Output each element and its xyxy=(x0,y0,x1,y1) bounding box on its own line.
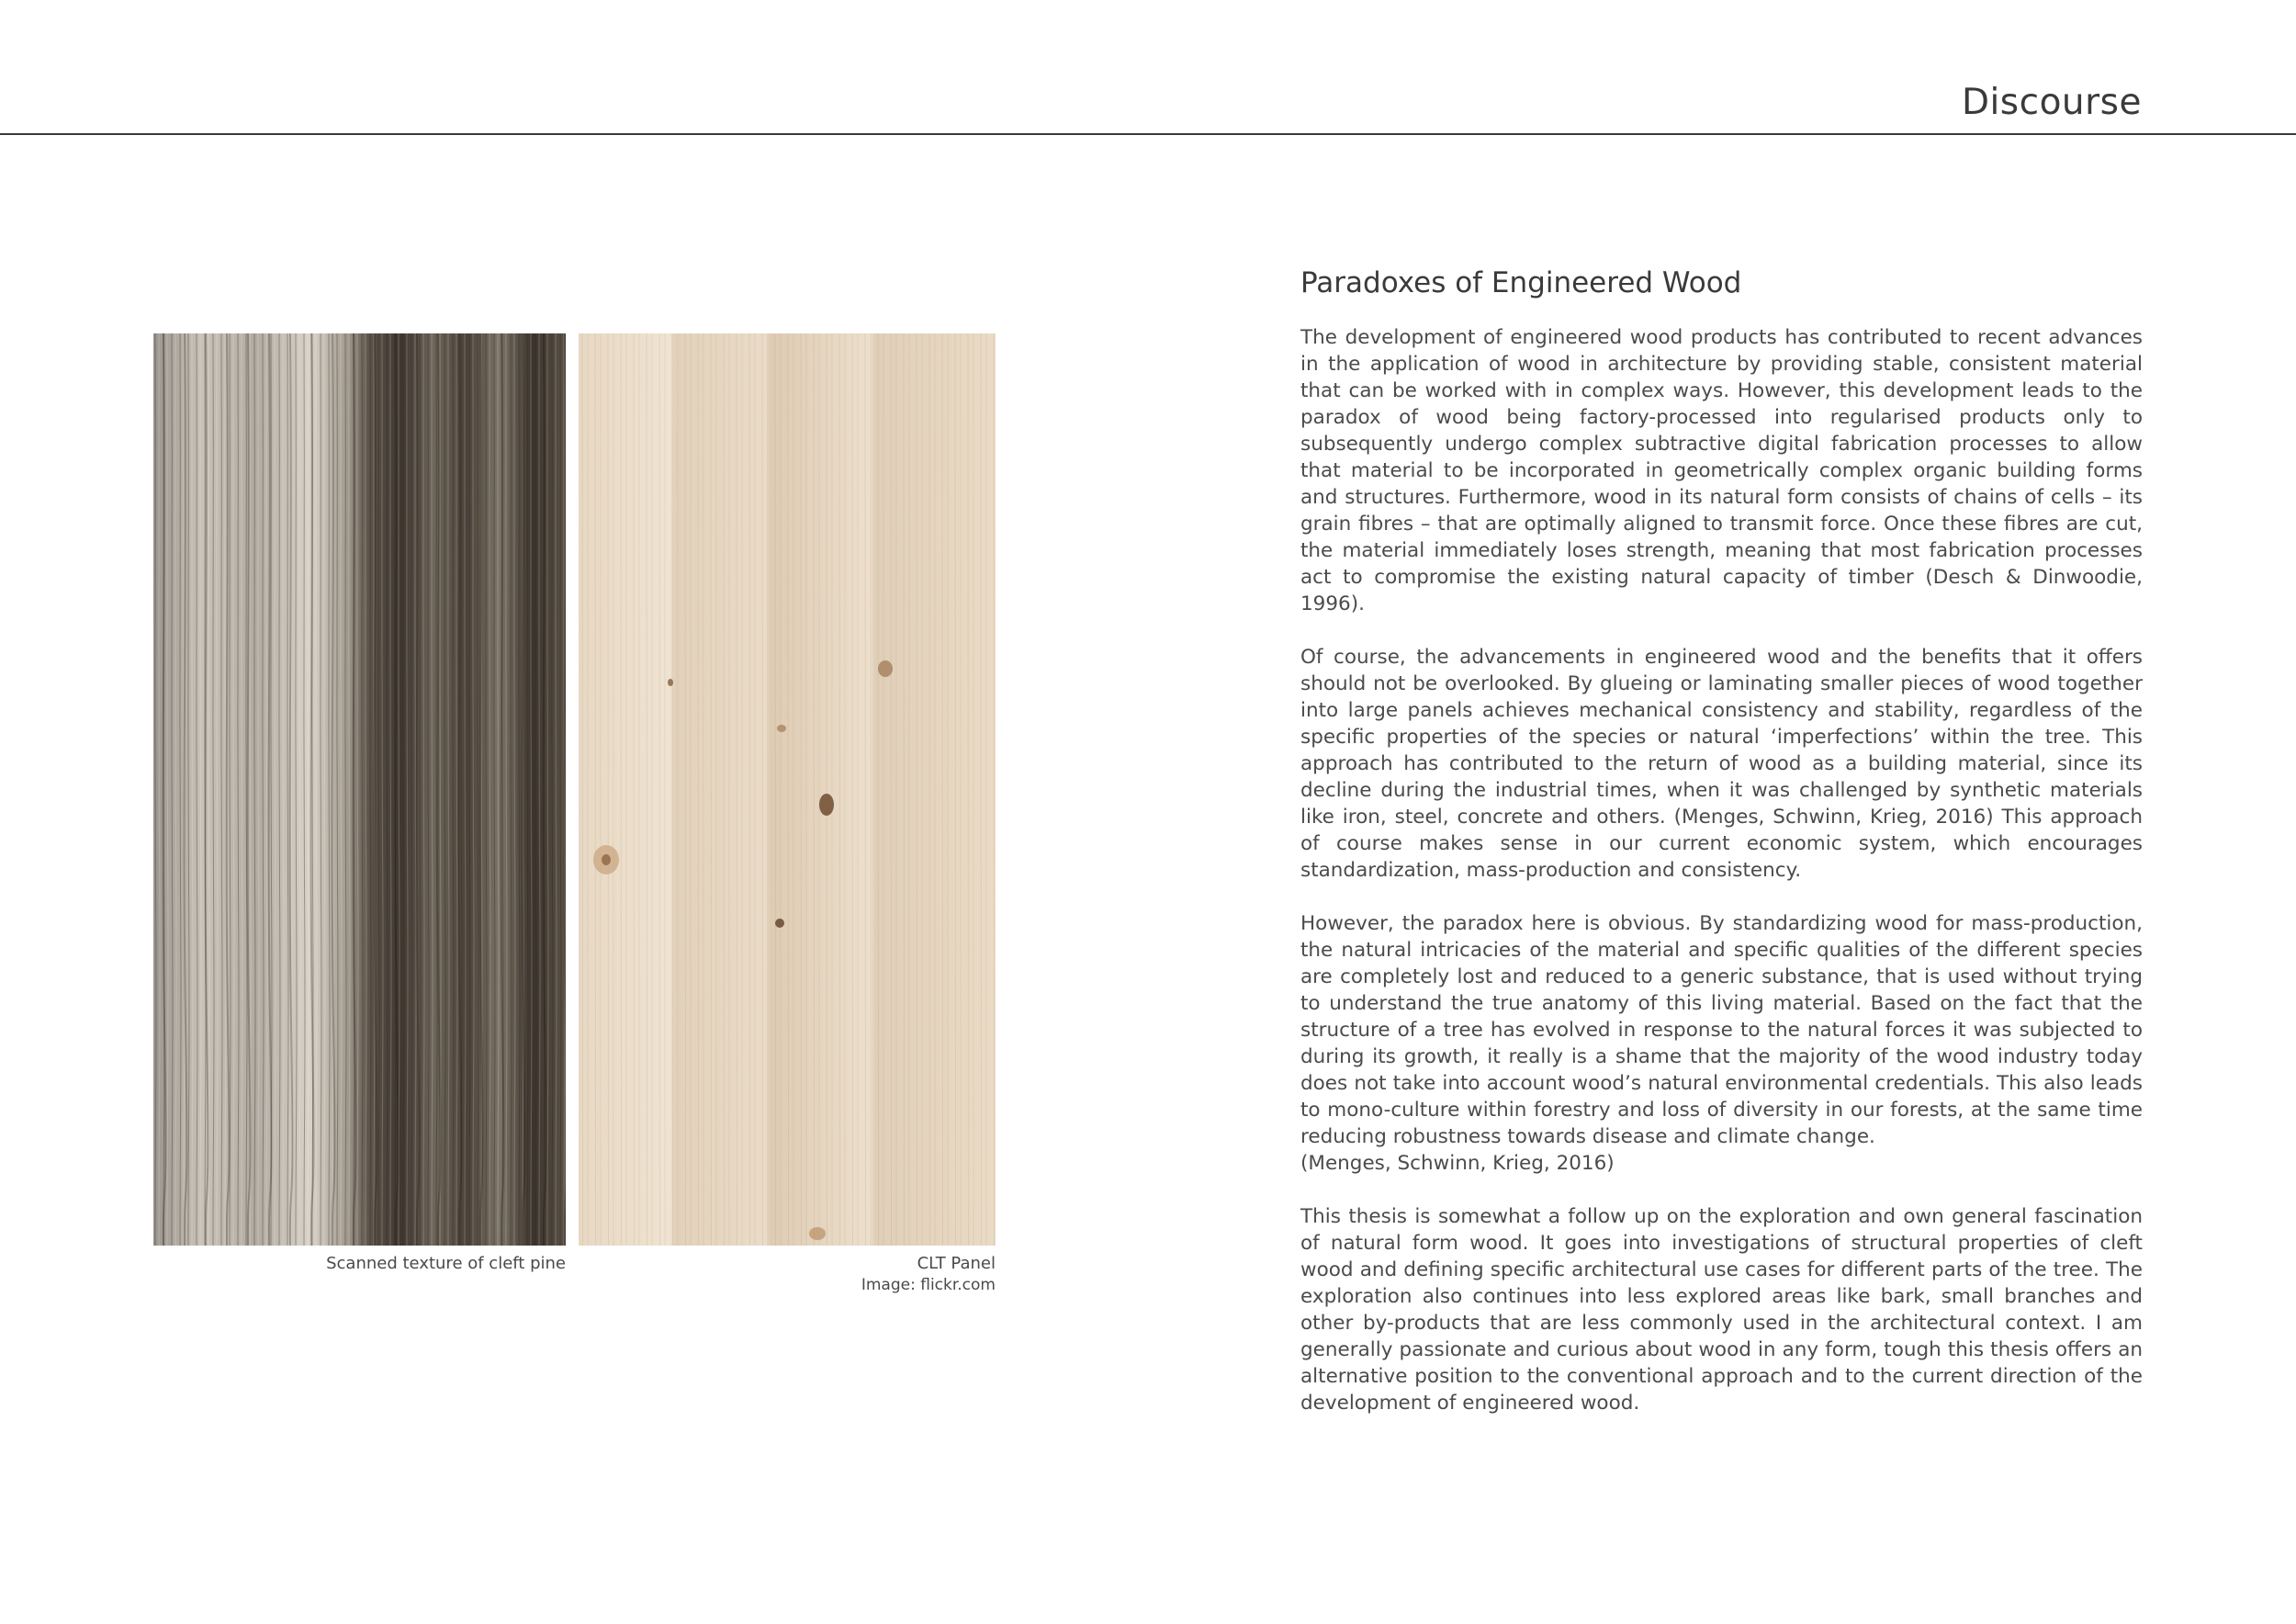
article-title: Paradoxes of Engineered Wood xyxy=(1300,266,1742,299)
header-divider xyxy=(0,133,2296,135)
page-section-title: Discourse xyxy=(1961,82,2142,123)
article-paragraph-4: This thesis is somewhat a follow up on the exploration and own general fascination of natural form wood. It goes into investigations of structural properties of cleft wood and defining specific architectural use cases for different parts of the tree. The exploration also continues into less explored areas like bark, small branches and other by-products that are less commonly used in the architectural context. I am generally passionate and curious about wood in any form, tough this thesis offers an alternative position to the conventional approach and to the current direction of the development of engineered wood. xyxy=(1300,1205,2143,1415)
article-paragraph-1: The development of engineered wood products has contributed to recent advances in the application of wood in architecture by providing stable, consistent material that can be worked with in complex ways. However, this development leads to the paradox of wood being factory-processed into regularised products only to subsequently undergo complex subtractive digital fabrication processes to allow that material to be incorporated in geometrically complex organic building forms and structures. Furthermore, wood in its natural form consists of chains of cells – its grain fibres – that are optimally aligned to transmit force. Once these fibres are cut, the material immediately loses strength, meaning that most fabrication processes act to compromise the existing natural capacity of timber (Desch & Dinwoodie, 1996). xyxy=(1300,326,2143,616)
article-citation: (Menges, Schwinn, Krieg, 2016) xyxy=(1300,1152,1615,1176)
cleft-pine-caption: Scanned texture of cleft pine xyxy=(326,1254,566,1273)
article-paragraph-2: Of course, the advancements in engineered wood and the benefits that it offers should not be overlooked. By glueing or laminating smaller pieces of wood together into large panels achieves mechanical consistency and stability, regardless of the specific properties of the species or natural ‘imperfections’ within the tree. This approach has contributed to the return of wood as a building material, since its decline during the industrial times, when it was challenged by synthetic materials like iron, steel, concrete and others. (Menges, Schwinn, Krieg, 2016) This approach of course makes sense in our current economic system, which encourages standardization, mass-production and consistency. xyxy=(1300,646,2143,883)
article-paragraph-3: However, the paradox here is obvious. By standardizing wood for mass-production, the natural intricacies of the material and specific qualities of the different species are completely lost and reduced to a generic substance, that is used without trying to understand the true anatomy of this living material. Based on the fact that the structure of a tree has evolved in response to the natural forces it was subjected to during its growth, it really is a shame that the majority of the wood industry today does not take into account wood’s natural environmental credentials. This also leads to mono-culture within forestry and loss of diversity in our forests, at the same time reducing robustness towards disease and climate change. xyxy=(1300,912,2143,1149)
article xyxy=(1300,266,2143,1443)
clt-panel-image xyxy=(579,333,996,1246)
cleft-pine-texture-image xyxy=(153,333,566,1246)
clt-panel-caption: CLT Panel xyxy=(917,1254,996,1273)
clt-panel-image-credit: Image: flickr.com xyxy=(861,1276,996,1294)
